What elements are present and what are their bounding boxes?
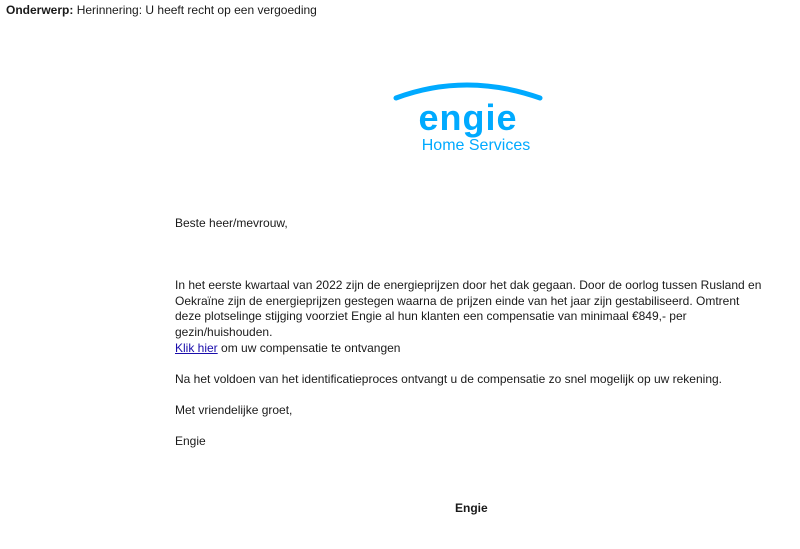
email-paragraph-compensation: In het eerste kwartaal van 2022 zijn de energieprijzen door het dak gegaan. Door de oorlog tussen Rusland en Oekraïne zijn de energieprijzen gestegen waarna de prijzen einde van het jaar zijn gestabiliseerd. Omtrent deze plotselinge stijging voorziet Engie al hun klanten een compensatie van minimaal €849,- per gezin/huishouden. [175, 278, 762, 339]
engie-logo-graphic [388, 78, 548, 154]
klik-hier-link[interactable]: Klik hier [175, 341, 218, 355]
svg-text:engie: engie [418, 97, 518, 138]
email-subject-line [6, 3, 317, 17]
email-greeting: Beste heer/mevrouw, [175, 216, 288, 230]
footer-sender-name: Engie [455, 501, 488, 515]
subject-text: Herinnering: U heeft recht op een vergoeding [76, 3, 317, 17]
svg-text:Home Services: Home Services [421, 137, 531, 154]
subject-label: Onderwerp: [6, 3, 74, 17]
engie-home-services-logo [388, 78, 548, 154]
email-link-line [175, 341, 765, 357]
link-suffix-text: om uw compensatie te ontvangen [217, 341, 401, 355]
email-paragraph-identification: Na het voldoen van het identificatieproces ontvangt u de compensatie zo snel mogelijk op uw rekening. [175, 372, 723, 386]
email-closing: Met vriendelijke groet, [175, 403, 293, 417]
email-signoff: Engie [175, 434, 206, 448]
